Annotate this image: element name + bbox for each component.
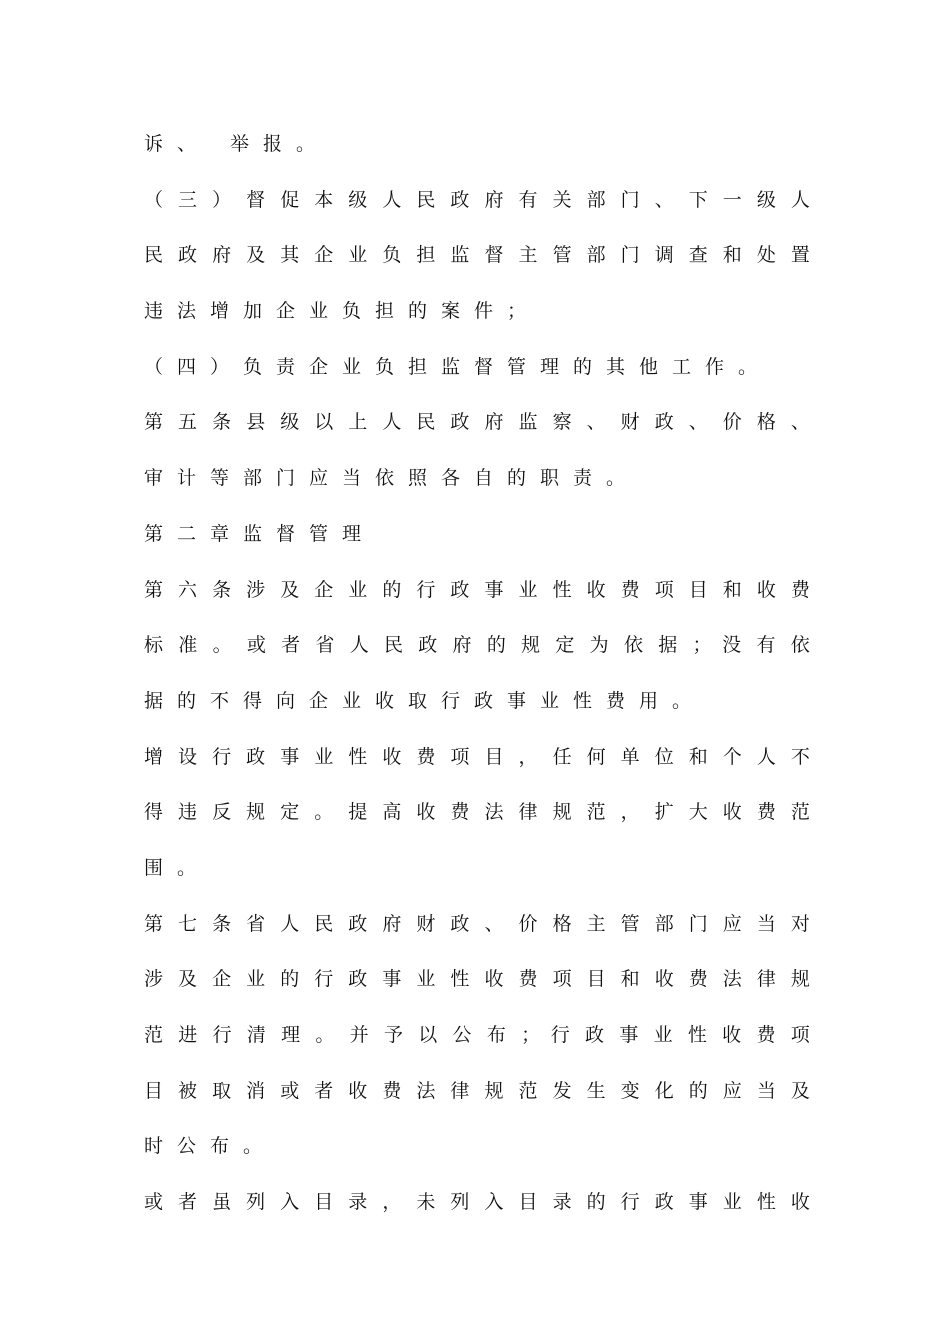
text-line: 民 政 府 及 其 企 业 负 担 监 督 主 管 部 门 调 查 和 处 置 xyxy=(144,244,810,267)
text-line: （四）负责企业负担监督管理的其他工作。 xyxy=(144,355,772,378)
text-line: 诉、 举报。 xyxy=(144,133,330,155)
text-line: 或 者 虽 列 入 目 录 ， 未 列 入 目 录 的 行 政 事 业 性 收 xyxy=(144,1191,810,1214)
chapter-heading: 第二章监督管理 xyxy=(144,522,376,545)
text-line: 第 六 条 涉 及 企 业 的 行 政 事 业 性 收 费 项 目 和 收 费 xyxy=(144,578,810,601)
text-line: 第 五 条 县 级 以 上 人 民 政 府 监 察 、 财 政 、 价 格 、 xyxy=(144,411,810,434)
document-body xyxy=(144,124,810,1238)
text-line: 得 违 反 规 定 。 提 高 收 费 法 律 规 范 ， 扩 大 收 费 范 xyxy=(144,801,810,824)
text-line: 增 设 行 政 事 业 性 收 费 项 目 ， 任 何 单 位 和 个 人 不 xyxy=(144,745,810,768)
text-line: 据的不得向企业收取行政事业性费用。 xyxy=(144,689,706,712)
text-line: 标 准 。 或 者 省 人 民 政 府 的 规 定 为 依 据 ； 没 有 依 xyxy=(144,634,810,657)
text-line: 涉 及 企 业 的 行 政 事 业 性 收 费 项 目 和 收 费 法 律 规 xyxy=(144,968,810,991)
text-line: 违法增加企业负担的案件； xyxy=(144,300,541,323)
text-line: （ 三 ） 督 促 本 级 人 民 政 府 有 关 部 门 、 下 一 级 人 xyxy=(144,188,810,211)
text-line: 审计等部门应当依照各自的职责。 xyxy=(144,467,640,490)
text-line: 目 被 取 消 或 者 收 费 法 律 规 范 发 生 变 化 的 应 当 及 xyxy=(144,1079,810,1102)
text-line: 时公布。 xyxy=(144,1135,277,1158)
text-line: 围。 xyxy=(144,856,211,879)
text-line: 范 进 行 清 理 。 并 予 以 公 布 ； 行 政 事 业 性 收 费 项 xyxy=(144,1024,810,1046)
text-line: 第 七 条 省 人 民 政 府 财 政 、 价 格 主 管 部 门 应 当 对 xyxy=(144,912,810,935)
